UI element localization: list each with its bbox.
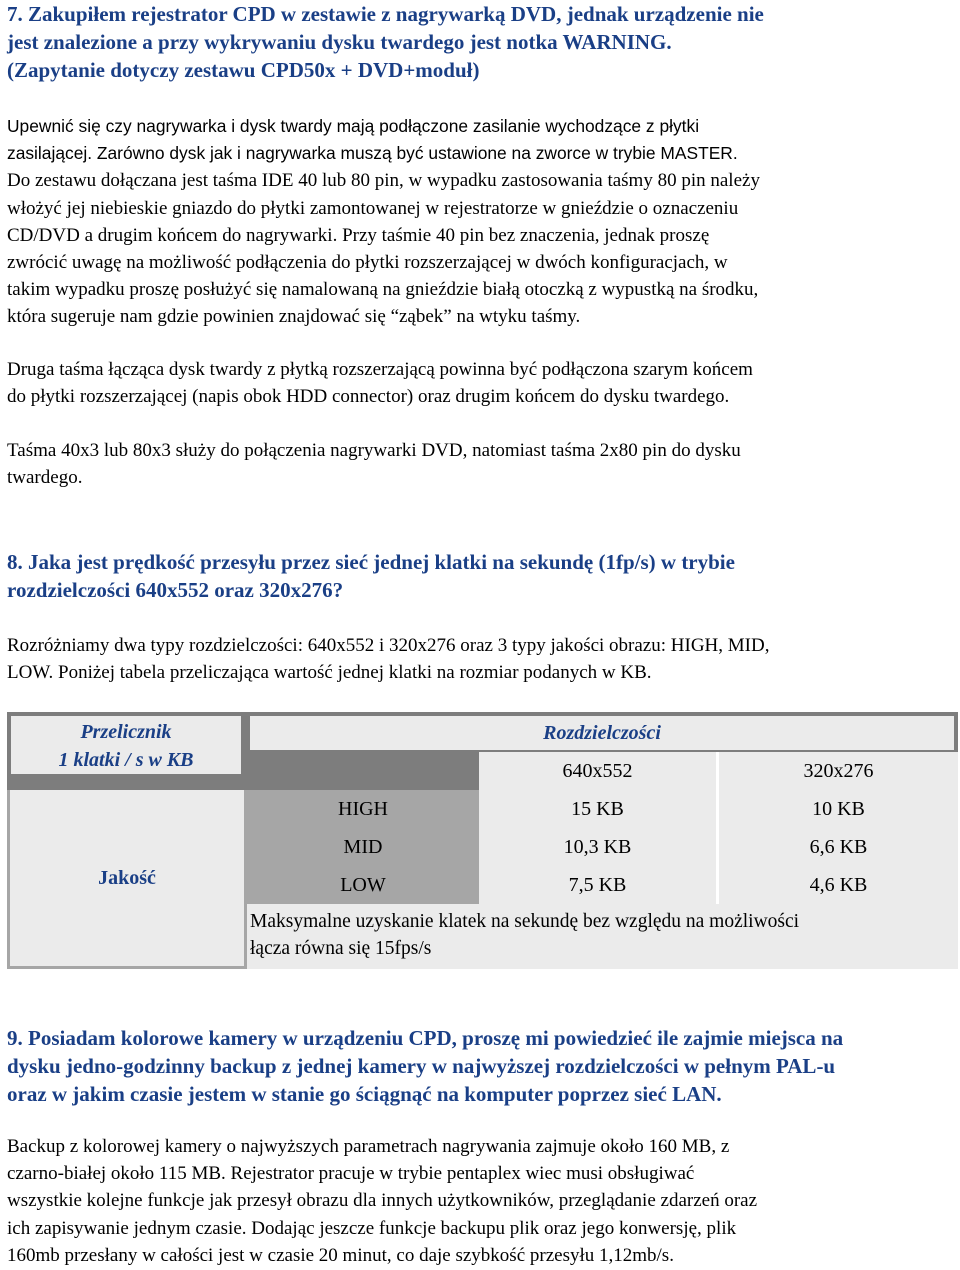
resolutions-header: Rozdzielczości xyxy=(250,716,954,750)
text-line: 160mb przesłany w całości jest w czasie 20 minut, co daje szybkość przesyłu 1,12mb/s. xyxy=(7,1244,674,1266)
conversion-table xyxy=(7,712,958,969)
section-7-paragraph-2 xyxy=(7,356,953,410)
heading-line: jest znalezione a przy wykrywaniu dysku twardego jest notka WARNING. xyxy=(7,30,672,54)
note-line-1: Maksymalne uzyskanie klatek na sekundę bez względu na możliwości xyxy=(250,911,800,932)
text-line: twardego. xyxy=(7,467,83,489)
text-line: Upewnić się czy nagrywarka i dysk twardy mają podłączone zasilanie wychodzące z płytki xyxy=(7,116,700,136)
row-label-high: HIGH xyxy=(247,790,479,828)
heading-line: 9. Posiadam kolorowe kamery w urządzeniu CPD, proszę mi powiedzieć ile zajmie miejsca na xyxy=(7,1026,844,1050)
text-line: ich zapisywanie jednym czasie. Dodając jeszcze funkcje backupu plik oraz jego konwersję, plik xyxy=(7,1217,737,1239)
high-640x552-value: 15 KB xyxy=(479,790,716,828)
section-9-heading xyxy=(7,1024,953,1108)
row-label-low: LOW xyxy=(247,866,479,904)
section-7-paragraph-3 xyxy=(7,437,953,491)
high-320x276-value: 10 KB xyxy=(719,790,958,828)
text-line: do płytki rozszerzającej (napis obok HDD connector) oraz drugim końcem do dysku twardego. xyxy=(7,386,730,408)
text-line: zwrócić uwagę na możliwość podłączenia do płytki rozszerzającej w dwóch konfiguracjach, w xyxy=(7,252,728,274)
table-header-spacer xyxy=(247,752,479,790)
column-header-320x276: 320x276 xyxy=(719,752,958,790)
corner-label-line-1: Przelicznik xyxy=(80,721,172,743)
low-320x276-value: 4,6 KB xyxy=(719,866,958,904)
text-line: Do zestawu dołączana jest taśma IDE 40 lub 80 pin, w wypadku zastosowania taśmy 80 pin należy xyxy=(7,170,760,192)
heading-line: 8. Jaka jest prędkość przesyłu przez sieć jednej klatki na sekundę (1fp/s) w trybie xyxy=(7,550,735,574)
text-line: zasilającej. Zarówno dysk jak i nagrywarka muszą być ustawione na zworce w trybie MASTER. xyxy=(7,143,738,164)
text-line: LOW. Poniżej tabela przeliczająca wartość jednej klatki na rozmiar podanych w KB. xyxy=(7,662,652,684)
section-8-heading xyxy=(7,548,953,604)
text-line: wszystkie kolejne funkcje jak przesył obrazu dla innych użytkowników, przeglądanie zdarzeń oraz xyxy=(7,1190,758,1212)
section-7-heading xyxy=(7,0,953,84)
text-line: czarno-białej około 115 MB. Rejestrator pracuje w trybie pentaplex wiec musi obsługiwać xyxy=(7,1163,695,1185)
heading-line: (Zapytanie dotyczy zestawu CPD50x + DVD+moduł) xyxy=(7,58,480,82)
section-8-paragraph xyxy=(7,632,953,686)
section-7-paragraph-1 xyxy=(7,113,953,331)
heading-line: dysku jedno-godzinny backup z jednej kamery w najwyższej rozdzielczości w pełnym PAL-u xyxy=(7,1054,836,1078)
text-line: Druga taśma łącząca dysk twardy z płytką rozszerzającą powinna być podłączona szarym końcem xyxy=(7,359,753,380)
text-line: takim wypadku proszę posłużyć się namalowaną na gnieździe białą otoczką z wypustką na środku, xyxy=(7,279,759,301)
table-corner-label xyxy=(11,716,241,774)
heading-line: 7. Zakupiłem rejestrator CPD w zestawie z nagrywarką DVD, jednak urządzenie nie xyxy=(7,2,764,26)
section-9-paragraph xyxy=(7,1133,953,1269)
column-header-640x552: 640x552 xyxy=(479,752,716,790)
row-label-mid: MID xyxy=(247,828,479,866)
text-line: CD/DVD a drugim końcem do nagrywarki. Przy taśmie 40 pin bez znaczenia, jednak proszę xyxy=(7,224,710,246)
low-640x552-value: 7,5 KB xyxy=(479,866,716,904)
note-line-2: łącza równa się 15fps/s xyxy=(250,938,432,959)
heading-line: rozdzielczości 640x552 oraz 320x276? xyxy=(7,578,344,602)
corner-label-line-2: 1 klatki / s w KB xyxy=(58,749,194,771)
mid-320x276-value: 6,6 KB xyxy=(719,828,958,866)
text-line: Rozróżniamy dwa typy rozdzielczości: 640x552 i 320x276 oraz 3 typy jakości obrazu: HIGH, MID, xyxy=(7,635,770,656)
text-line: włożyć jej niebieskie gniazdo do płytki zamontowanej w rejestratorze w gnieździe o oznaczeniu xyxy=(7,197,739,219)
text-line: która sugeruje nam gdzie powinien znajdować się “ząbek” na wtyku taśmy. xyxy=(7,306,581,328)
mid-640x552-value: 10,3 KB xyxy=(479,828,716,866)
heading-line: oraz w jakim czasie jestem w stanie go ściągnąć na komputer poprzez sieć LAN. xyxy=(7,1082,722,1106)
quality-label: Jakość xyxy=(10,790,244,966)
table-note xyxy=(247,904,958,969)
text-line: Taśma 40x3 lub 80x3 służy do połączenia nagrywarki DVD, natomiast taśma 2x80 pin do dysku xyxy=(7,440,741,461)
text-line: Backup z kolorowej kamery o najwyższych parametrach nagrywania zajmuje około 160 MB, z xyxy=(7,1136,730,1157)
